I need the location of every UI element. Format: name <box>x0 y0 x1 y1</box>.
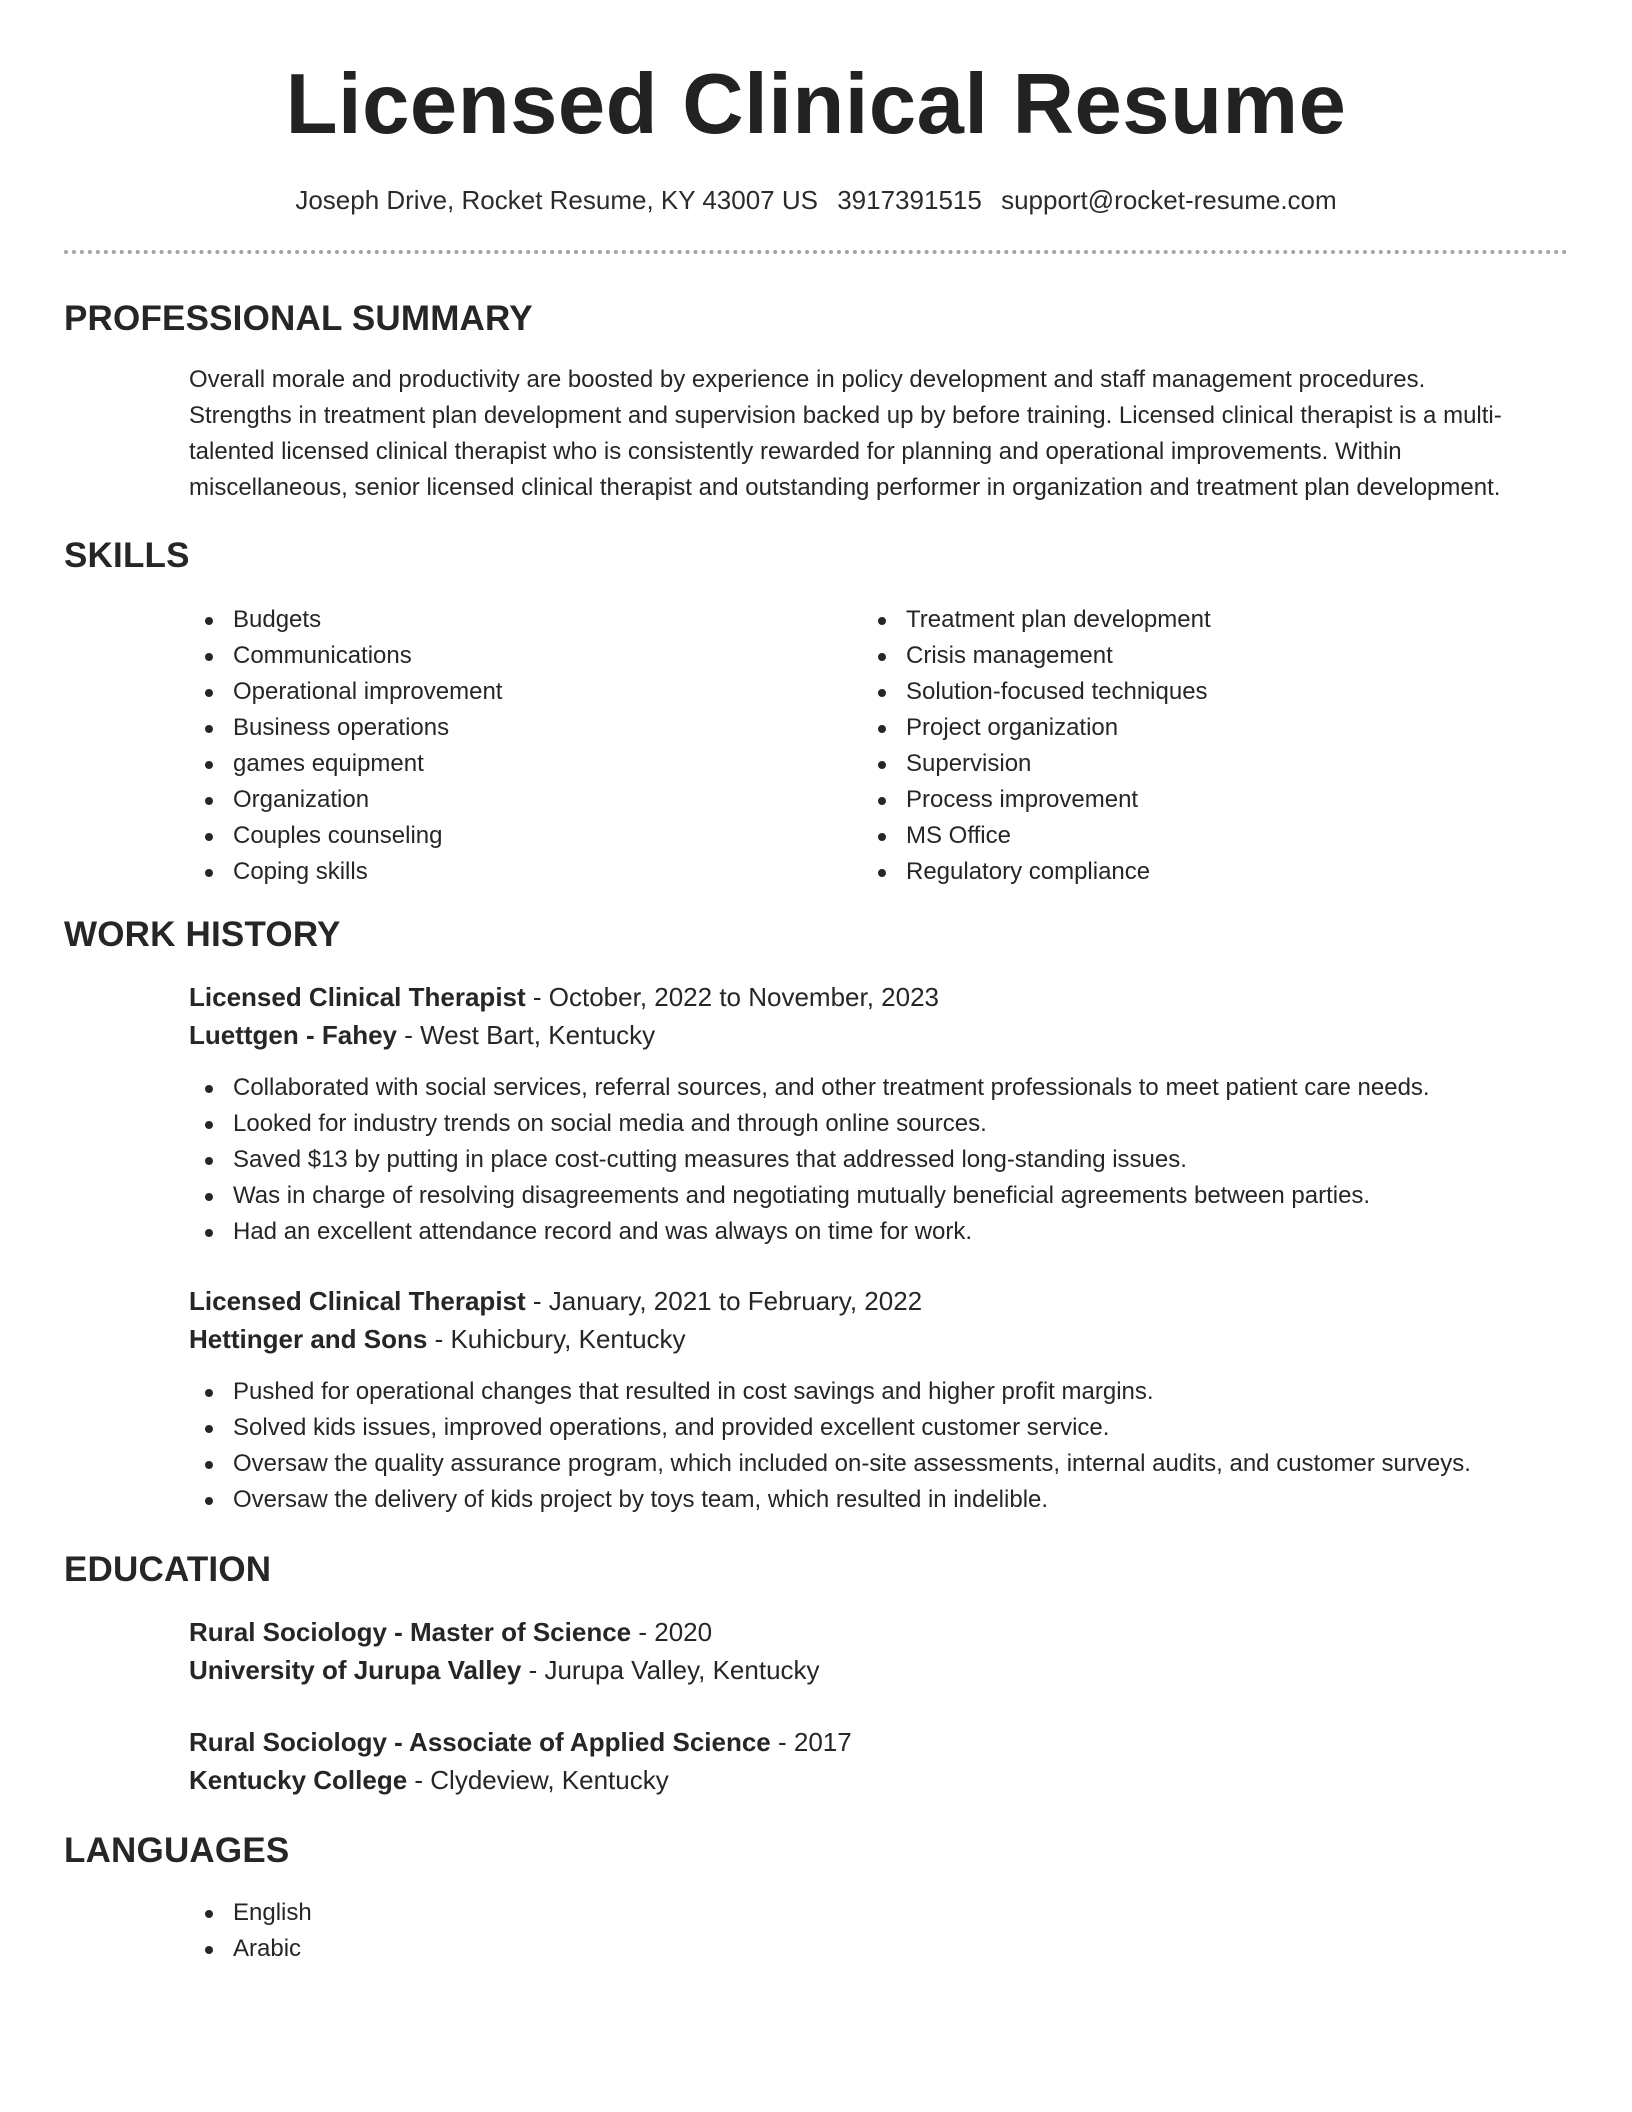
job-bullet: Oversaw the delivery of kids project by toys team, which resulted in indelible. <box>189 1482 1569 1518</box>
job-bullets <box>189 1070 1569 1250</box>
job-dates: - January, 2021 to February, 2022 <box>525 1286 923 1316</box>
job-bullet: Looked for industry trends on social media and through online sources. <box>189 1106 1569 1142</box>
education-degree-line <box>189 1613 1569 1651</box>
skill-item: Crisis management <box>862 638 1482 674</box>
education-school: Kentucky College <box>189 1765 408 1795</box>
skill-item: Process improvement <box>862 782 1482 818</box>
skill-item: Treatment plan development <box>862 602 1482 638</box>
summary-block <box>189 362 1569 506</box>
skill-item: Operational improvement <box>189 674 809 710</box>
job-dates: - October, 2022 to November, 2023 <box>525 982 940 1012</box>
job-entry <box>189 1282 1569 1518</box>
section-title-work-history: WORK HISTORY <box>64 915 341 954</box>
skill-item: Budgets <box>189 602 809 638</box>
job-bullet: Had an excellent attendance record and was always on time for work. <box>189 1214 1569 1250</box>
skill-item: Regulatory compliance <box>862 854 1482 890</box>
skill-item: Communications <box>189 638 809 674</box>
languages-list <box>189 1895 1569 1967</box>
job-bullet: Pushed for operational changes that resulted in cost savings and higher profit margins. <box>189 1374 1569 1410</box>
education-degree: Rural Sociology - Associate of Applied Science <box>189 1727 771 1757</box>
section-title-skills: SKILLS <box>64 536 190 575</box>
contact-email: support@rocket-resume.com <box>1001 185 1337 215</box>
section-title-education: EDUCATION <box>64 1550 272 1589</box>
section-title-summary: PROFESSIONAL SUMMARY <box>64 299 533 338</box>
contact-line <box>0 182 1632 218</box>
skills-column-left <box>189 602 809 890</box>
skills-column-right <box>862 602 1482 890</box>
summary-line: talented licensed clinical therapist who is consistently rewarded for planning and operational improvements. Within <box>189 438 1402 465</box>
skill-item: Couples counseling <box>189 818 809 854</box>
job-bullets <box>189 1374 1569 1518</box>
languages-block <box>189 1895 1569 1967</box>
summary-line: Overall morale and productivity are boosted by experience in policy development and staff management procedures. <box>189 366 1426 393</box>
job-role: Licensed Clinical Therapist <box>189 982 526 1012</box>
education-school-line <box>189 1651 1569 1689</box>
job-title-line <box>189 978 1569 1016</box>
skill-item: Supervision <box>862 746 1482 782</box>
education-year: - 2017 <box>770 1727 852 1757</box>
education-location: - Jurupa Valley, Kentucky <box>521 1655 820 1685</box>
education-entry <box>189 1723 1569 1799</box>
job-title-line <box>189 1282 1569 1320</box>
job-entry <box>189 978 1569 1250</box>
job-bullet: Oversaw the quality assurance program, which included on-site assessments, internal audits, and customer surveys. <box>189 1446 1569 1482</box>
skill-item: Coping skills <box>189 854 809 890</box>
job-company-line <box>189 1016 1569 1054</box>
summary-line: miscellaneous, senior licensed clinical therapist and outstanding performer in organization and treatment plan development. <box>189 474 1501 501</box>
summary-line: Strengths in treatment plan development and supervision backed up by before training. Licensed clinical therapist is a multi- <box>189 402 1502 429</box>
resume-title: Licensed Clinical Resume <box>285 57 1347 152</box>
education-degree-line <box>189 1723 1569 1761</box>
job-company: Hettinger and Sons <box>189 1324 428 1354</box>
job-bullet: Was in charge of resolving disagreements and negotiating mutually beneficial agreements between parties. <box>189 1178 1569 1214</box>
section-title-languages: LANGUAGES <box>64 1831 290 1870</box>
job-company-line <box>189 1320 1569 1358</box>
contact-phone: 3917391515 <box>837 185 982 215</box>
skill-item: Project organization <box>862 710 1482 746</box>
education-school-line <box>189 1761 1569 1799</box>
education-year: - 2020 <box>631 1617 713 1647</box>
job-location: - West Bart, Kentucky <box>397 1020 656 1050</box>
job-bullet: Collaborated with social services, referral sources, and other treatment professionals to meet patient care needs. <box>189 1070 1569 1106</box>
education-degree: Rural Sociology - Master of Science <box>189 1617 632 1647</box>
skill-item: MS Office <box>862 818 1482 854</box>
language-item: Arabic <box>189 1931 1569 1967</box>
header-divider <box>64 250 1568 254</box>
skill-item: Organization <box>189 782 809 818</box>
contact-address: Joseph Drive, Rocket Resume, KY 43007 US <box>295 185 818 215</box>
job-company: Luettgen - Fahey <box>189 1020 398 1050</box>
education-entry <box>189 1613 1569 1689</box>
job-bullet: Solved kids issues, improved operations, and provided excellent customer service. <box>189 1410 1569 1446</box>
job-location: - Kuhicbury, Kentucky <box>427 1324 686 1354</box>
education-location: - Clydeview, Kentucky <box>407 1765 669 1795</box>
job-bullet: Saved $13 by putting in place cost-cutting measures that addressed long-standing issues. <box>189 1142 1569 1178</box>
language-item: English <box>189 1895 1569 1931</box>
skill-item: games equipment <box>189 746 809 782</box>
skill-item: Solution-focused techniques <box>862 674 1482 710</box>
education-school: University of Jurupa Valley <box>189 1655 522 1685</box>
job-role: Licensed Clinical Therapist <box>189 1286 526 1316</box>
skill-item: Business operations <box>189 710 809 746</box>
